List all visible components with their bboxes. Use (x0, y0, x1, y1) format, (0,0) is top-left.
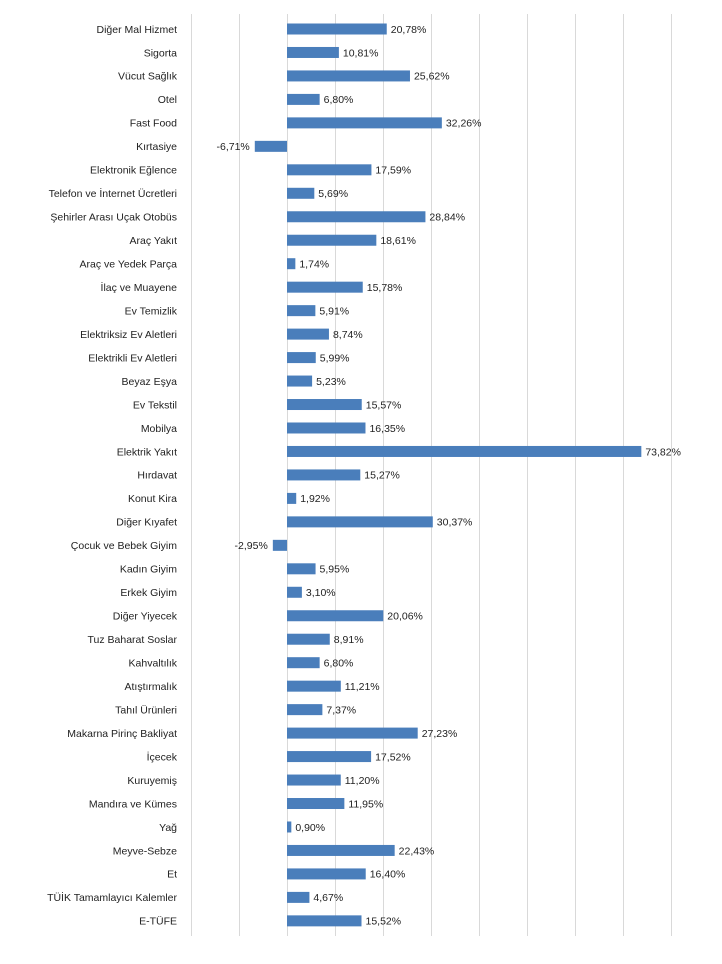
category-label: Elektrikli Ev Aletleri (88, 352, 177, 365)
category-label: Kadın Giyim (119, 563, 177, 576)
data-label: 11,95% (348, 798, 384, 811)
data-label: 17,52% (375, 751, 411, 764)
bar (287, 587, 302, 598)
bar (273, 540, 287, 551)
bar (287, 563, 316, 574)
bar (287, 94, 320, 105)
data-label: 3,10% (305, 587, 336, 600)
data-label: 25,62% (413, 70, 450, 83)
category-label: Elektrik Yakıt (116, 446, 177, 459)
bar (287, 728, 418, 739)
data-label: 11,20% (344, 774, 380, 787)
category-label: Çocuk ve Bebek Giyim (70, 540, 177, 553)
bar (287, 117, 442, 128)
data-label: 20,06% (387, 610, 423, 623)
bar (255, 141, 287, 152)
bar (287, 376, 312, 387)
bar (287, 493, 296, 504)
data-label: 18,61% (380, 235, 416, 248)
category-label: İçecek (146, 751, 177, 764)
bar (287, 446, 641, 457)
bar (287, 821, 291, 832)
bar (287, 798, 344, 809)
data-label: 16,35% (369, 422, 406, 435)
category-label: Araç ve Yedek Parça (79, 258, 177, 271)
category-label: Kuruyemiş (127, 774, 177, 787)
category-label: Meyve-Sebze (112, 845, 177, 858)
data-label: 30,37% (436, 516, 473, 529)
data-label: 15,27% (364, 469, 400, 482)
category-label: Erkek Giyim (120, 587, 177, 600)
bar (287, 657, 320, 668)
category-label: TÜİK Tamamlayıcı Kalemler (47, 892, 177, 905)
data-label: 5,23% (316, 375, 346, 388)
bar (287, 399, 362, 410)
data-label: 5,69% (318, 188, 349, 201)
bar (287, 610, 383, 621)
bar (287, 915, 361, 926)
category-label: Mandıra ve Kümes (88, 798, 177, 811)
data-label: 15,57% (365, 399, 402, 412)
data-label: 20,78% (390, 23, 427, 36)
category-label: Kırtasiye (136, 141, 177, 154)
data-label: 1,74% (299, 258, 330, 271)
category-label: Makarna Pirinç Bakliyat (67, 727, 177, 740)
category-label: Telefon ve İnternet Ücretleri (48, 188, 177, 201)
bar (287, 704, 322, 715)
category-label: Tuz Baharat Soslar (87, 634, 177, 647)
bar (287, 751, 371, 762)
category-label: Araç Yakıt (129, 235, 177, 248)
data-label: 6,80% (323, 94, 354, 107)
data-label: 11,21% (344, 680, 380, 693)
bar (287, 634, 330, 645)
category-label: Elektriksiz Ev Aletleri (80, 328, 177, 341)
bar (287, 868, 366, 879)
category-labels (47, 24, 178, 928)
data-label: 5,99% (319, 352, 350, 365)
data-label: 22,43% (398, 845, 435, 858)
category-label: Fast Food (129, 117, 177, 130)
data-label: 73,82% (645, 446, 681, 459)
data-label: 15,52% (365, 915, 402, 928)
bar (287, 235, 376, 246)
data-label: -6,71% (216, 141, 250, 154)
category-label: Diğer Kıyafet (116, 516, 177, 529)
bar (287, 188, 314, 199)
bar (287, 258, 295, 269)
category-label: Konut Kira (127, 493, 177, 506)
bar (287, 845, 395, 856)
bar (287, 24, 387, 35)
data-label: 27,23% (421, 727, 458, 740)
data-label: 0,90% (295, 821, 326, 834)
data-label: -2,95% (234, 540, 268, 553)
data-label: 1,92% (300, 493, 330, 506)
data-label: 32,26% (445, 117, 482, 130)
category-label: Otel (157, 94, 177, 107)
category-label: İlaç ve Muayene (100, 281, 177, 294)
category-label: Tahıl Ürünleri (115, 704, 177, 717)
bar (287, 164, 371, 175)
bar (287, 282, 363, 293)
bar (287, 352, 316, 363)
category-label: E-TÜFE (139, 915, 177, 928)
data-label: 17,59% (375, 164, 412, 177)
category-label: Ev Temizlik (124, 305, 177, 318)
data-label: 28,84% (429, 211, 466, 224)
data-label: 4,67% (313, 892, 344, 905)
data-label: 10,81% (342, 47, 379, 60)
category-label: Şehirler Arası Uçak Otobüs (50, 211, 177, 224)
data-label: 5,95% (319, 563, 350, 576)
bar (287, 305, 315, 316)
bar (287, 70, 410, 81)
gridlines (192, 14, 672, 936)
bar (287, 211, 425, 222)
category-label: Kahvaltılık (128, 657, 177, 670)
data-label: 8,91% (333, 634, 364, 647)
category-label: Elektronik Eğlence (90, 164, 177, 177)
data-label: 16,40% (369, 868, 406, 881)
category-label: Sigorta (143, 47, 177, 60)
category-label: Diğer Mal Hizmet (96, 23, 177, 36)
bars (255, 24, 642, 927)
bar (287, 516, 433, 527)
data-label: 6,80% (323, 657, 354, 670)
category-label: Hırdavat (137, 469, 177, 482)
bar (287, 469, 360, 480)
category-label: Yağ (159, 821, 177, 834)
category-label: Vücut Sağlık (118, 70, 177, 83)
bar (287, 47, 339, 58)
category-label: Diğer Yiyecek (112, 610, 177, 623)
data-label: 15,78% (366, 281, 403, 294)
bar (287, 892, 309, 903)
bar (287, 681, 341, 692)
bar (287, 329, 329, 340)
category-label: Et (167, 868, 177, 881)
bar (287, 422, 365, 433)
data-label: 7,37% (326, 704, 357, 717)
category-label: Atıştırmalık (124, 680, 177, 693)
category-label: Mobilya (140, 422, 177, 435)
category-label: Beyaz Eşya (121, 375, 177, 388)
data-labels (217, 24, 681, 928)
category-label: Ev Tekstil (132, 399, 177, 412)
bar (287, 775, 341, 786)
data-label: 5,91% (319, 305, 350, 318)
data-label: 8,74% (332, 328, 363, 341)
